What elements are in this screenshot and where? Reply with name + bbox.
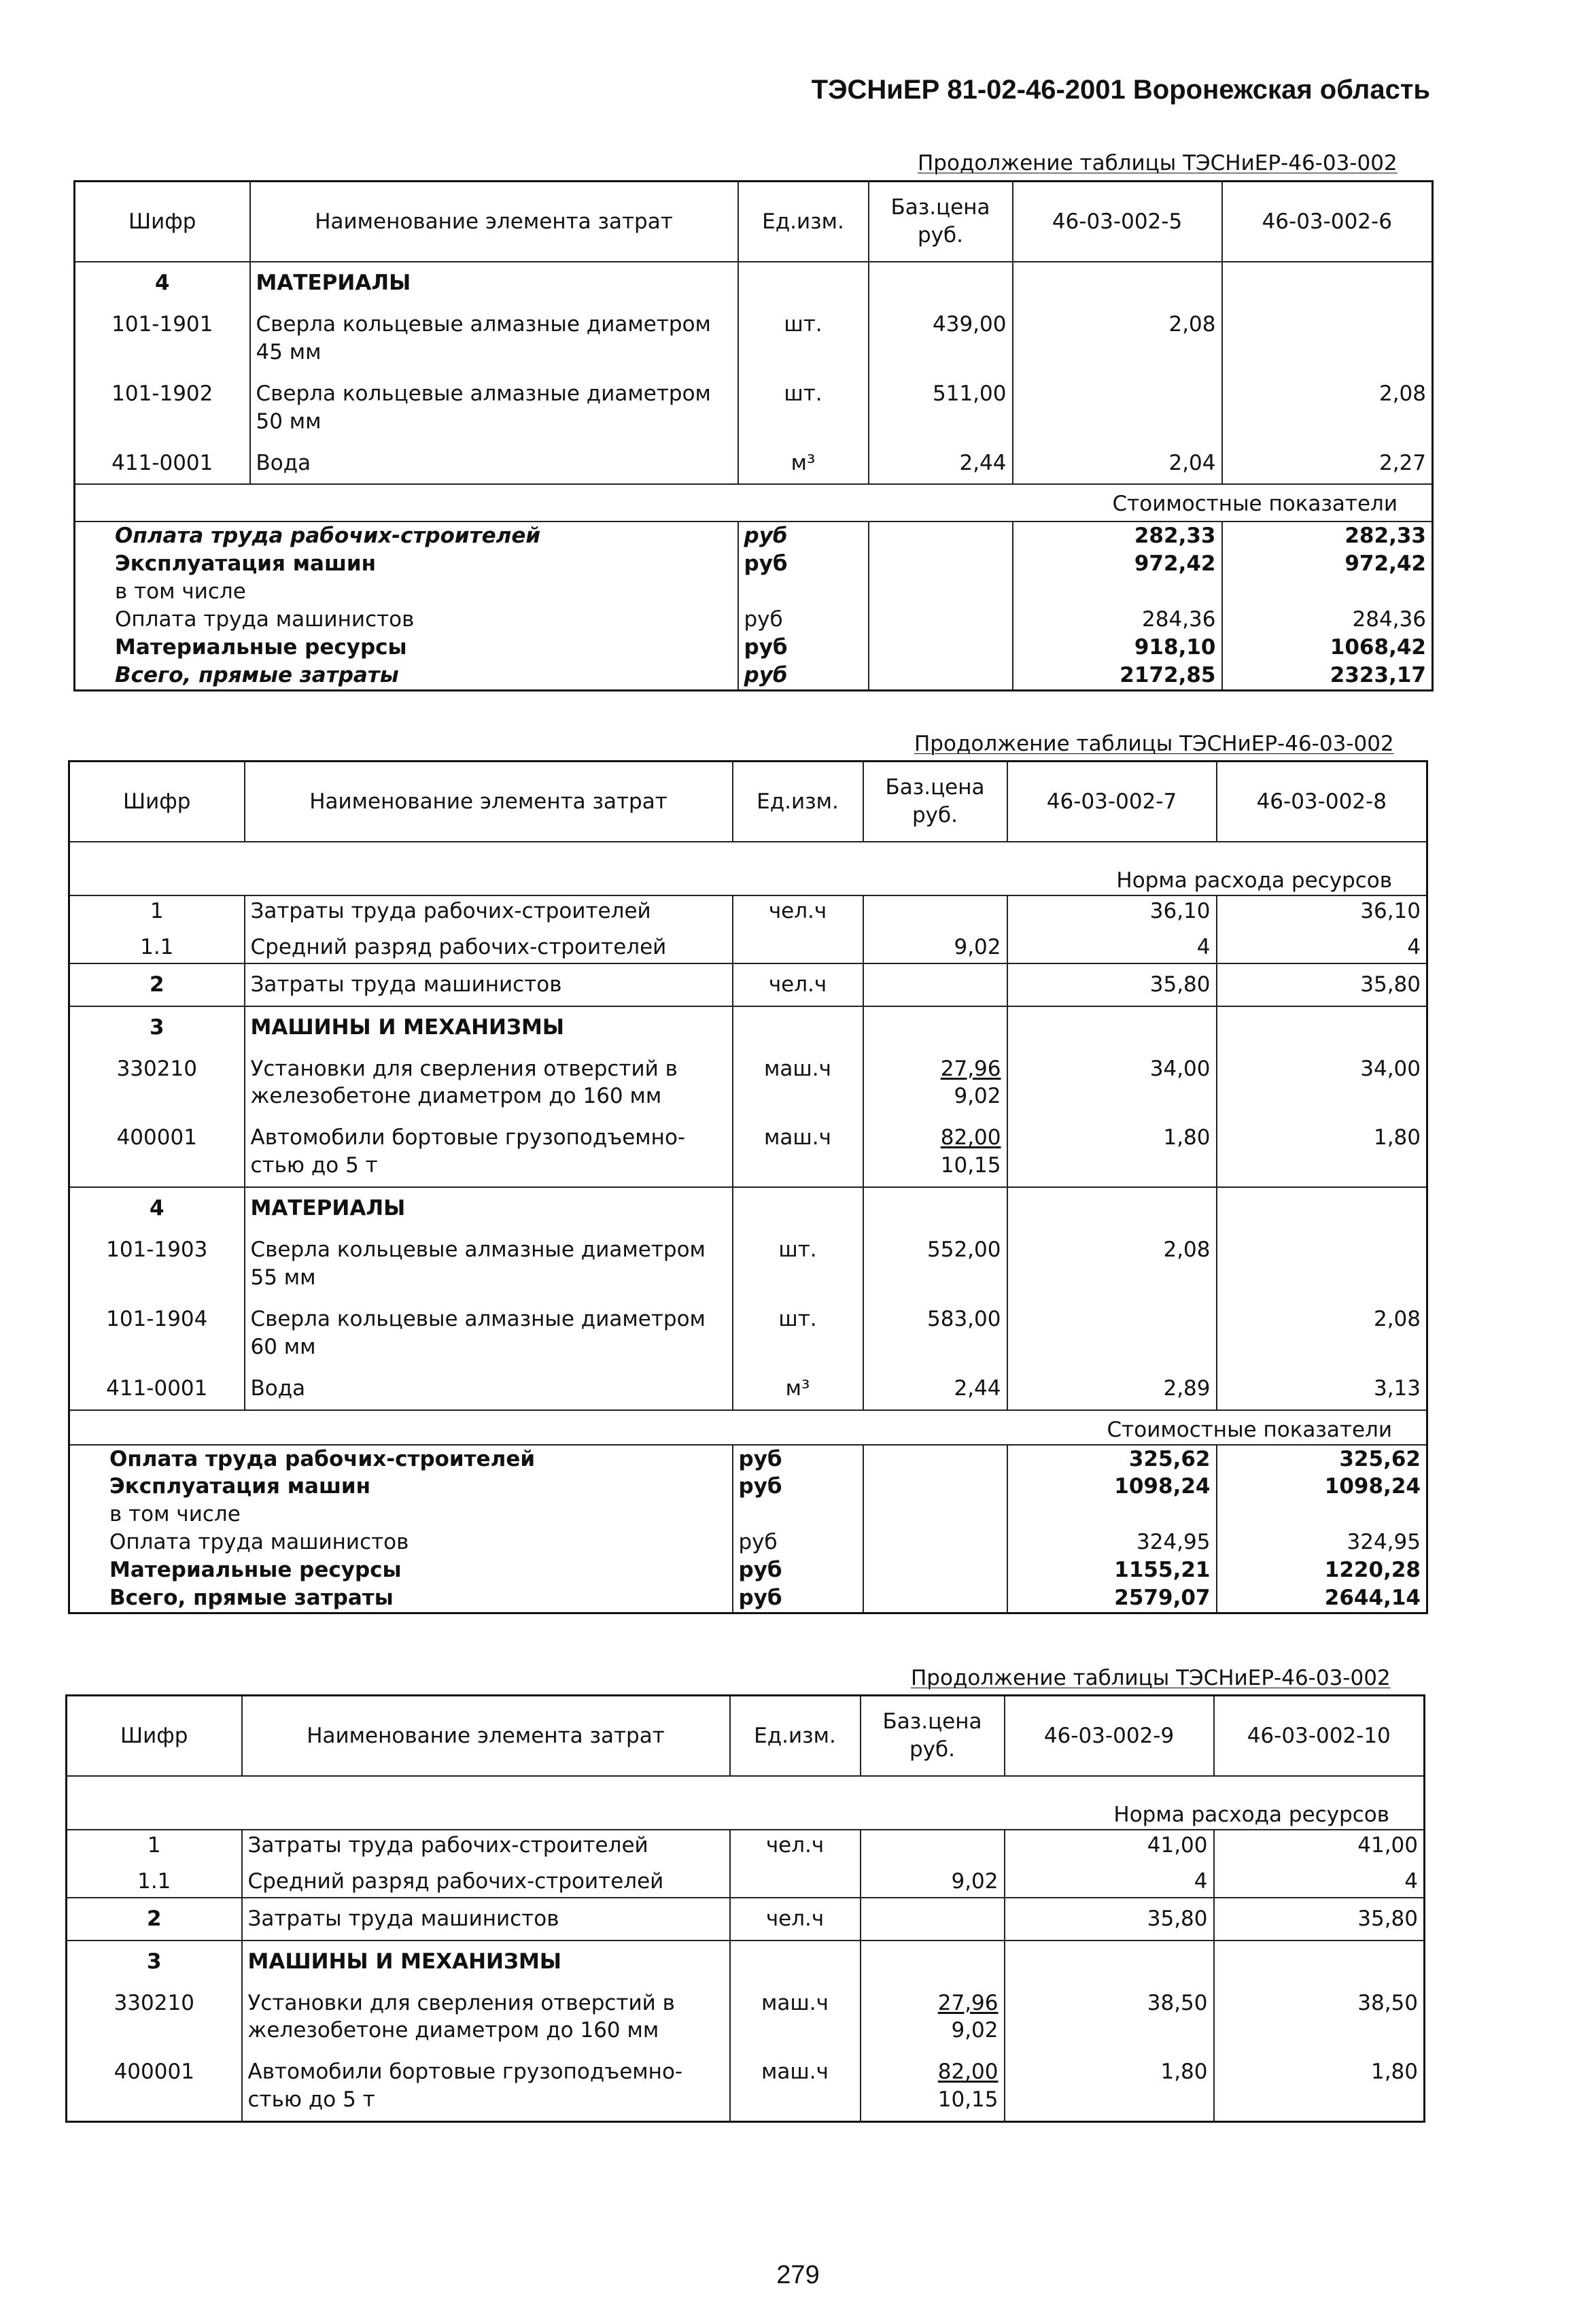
table-row: 101-1904 Сверла кольцевые алмазные диаметром 60 мм шт. 583,00 2,08 bbox=[69, 1299, 1427, 1368]
col-code1-header: 46-03-002-9 bbox=[1005, 1696, 1214, 1777]
table1-caption: Продолжение таблицы ТЭСНиЕР-46-03-002 bbox=[918, 151, 1398, 175]
section-row: 3 МАШИНЫ И МЕХАНИЗМЫ bbox=[69, 1006, 1427, 1048]
table-row: 400001 Автомобили бортовые грузоподъемно- стью до 5 т маш.ч 82,00 10,15 1,80 1,80 bbox=[67, 2051, 1425, 2121]
col-name-header: Наименование элемента затрат bbox=[250, 182, 738, 262]
totals-row: в том числе bbox=[69, 1501, 1427, 1528]
totals-row: Материальные ресурсы руб 918,10 1068,42 bbox=[75, 634, 1433, 662]
table2-caption: Продолжение таблицы ТЭСНиЕР-46-03-002 bbox=[914, 732, 1394, 756]
totals-row: Всего, прямые затраты руб 2172,85 2323,17 bbox=[75, 662, 1433, 690]
totals-row: Оплата труда рабочих-строителей руб 282,33 282,33 bbox=[75, 522, 1433, 550]
section-row: 4 МАТЕРИАЛЫ bbox=[75, 262, 1433, 304]
col-price-header: Баз.цена руб. bbox=[861, 1696, 1005, 1777]
col-name-header: Наименование элемента затрат bbox=[242, 1696, 730, 1777]
table-row: 330210 Установки для сверления отверстий в железобетоне диаметром до 160 мм маш.ч 27,96 9,02 34,00 34,00 bbox=[69, 1048, 1427, 1118]
table-row: 330210 Установки для сверления отверстий в железобетоне диаметром до 160 мм маш.ч 27,96 9,02 38,50 38,50 bbox=[67, 1983, 1425, 2052]
document-header: ТЭСНиЕР 81-02-46-2001 Воронежская область bbox=[811, 75, 1430, 105]
col-code2-header: 46-03-002-8 bbox=[1217, 762, 1427, 842]
col-code-header: Шифр bbox=[67, 1696, 242, 1777]
col-code-header: Шифр bbox=[69, 762, 245, 842]
col-price-header: Баз.цена руб. bbox=[863, 762, 1007, 842]
col-price-header: Баз.цена руб. bbox=[869, 182, 1013, 262]
section-row: 3 МАШИНЫ И МЕХАНИЗМЫ bbox=[67, 1941, 1425, 1983]
col-code1-header: 46-03-002-7 bbox=[1007, 762, 1217, 842]
totals-row: Материальные ресурсы руб 1155,21 1220,28 bbox=[69, 1556, 1427, 1584]
section-row: 4 МАТЕРИАЛЫ bbox=[69, 1187, 1427, 1229]
col-unit-header: Ед.изм. bbox=[733, 762, 863, 842]
table-row: 1.1 Средний разряд рабочих-строителей 9,02 4 4 bbox=[67, 1861, 1425, 1898]
col-unit-header: Ед.изм. bbox=[738, 182, 869, 262]
table1 bbox=[73, 180, 1432, 691]
page-number: 279 bbox=[776, 2261, 820, 2289]
cost-section-label: Стоимостные показатели bbox=[75, 484, 1433, 522]
totals-row: Оплата труда машинистов руб 284,36 284,36 bbox=[75, 606, 1433, 634]
table-row: 2 Затраты труда машинистов чел.ч 35,80 35,80 bbox=[69, 963, 1427, 1006]
totals-row: в том числе bbox=[75, 578, 1433, 606]
table-row: 1 Затраты труда рабочих-строителей чел.ч 41,00 41,00 bbox=[67, 1830, 1425, 1861]
table2 bbox=[68, 760, 1426, 1614]
table-row: 101-1903 Сверла кольцевые алмазные диаметром 55 мм шт. 552,00 2,08 bbox=[69, 1229, 1427, 1299]
col-code2-header: 46-03-002-10 bbox=[1214, 1696, 1425, 1777]
table-row: 101-1902 Сверла кольцевые алмазные диаметром 50 мм шт. 511,00 2,08 bbox=[75, 373, 1433, 443]
cost-section-label: Стоимостные показатели bbox=[69, 1410, 1427, 1445]
norm-section-label: Норма расхода ресурсов bbox=[1113, 1802, 1389, 1827]
totals-row: Всего, прямые затраты руб 2579,07 2644,14 bbox=[69, 1584, 1427, 1613]
table-row: 400001 Автомобили бортовые грузоподъемно- стью до 5 т маш.ч 82,00 10,15 1,80 1,80 bbox=[69, 1117, 1427, 1187]
col-code-header: Шифр bbox=[75, 182, 250, 262]
table3-caption: Продолжение таблицы ТЭСНиЕР-46-03-002 bbox=[911, 1666, 1391, 1690]
table-row: 411-0001 Вода м³ 2,44 2,89 3,13 bbox=[69, 1368, 1427, 1410]
table3 bbox=[65, 1694, 1423, 2123]
norm-section-label: Норма расхода ресурсов bbox=[1116, 868, 1392, 893]
col-code2-header: 46-03-002-6 bbox=[1222, 182, 1433, 262]
col-code1-header: 46-03-002-5 bbox=[1013, 182, 1222, 262]
totals-row: Оплата труда машинистов руб 324,95 324,95 bbox=[69, 1528, 1427, 1556]
table-row: 101-1901 Сверла кольцевые алмазные диаметром 45 мм шт. 439,00 2,08 bbox=[75, 304, 1433, 373]
col-unit-header: Ед.изм. bbox=[730, 1696, 861, 1777]
table-row: 1 Затраты труда рабочих-строителей чел.ч 36,10 36,10 bbox=[69, 895, 1427, 927]
table-row: 411-0001 Вода м³ 2,44 2,04 2,27 bbox=[75, 443, 1433, 485]
totals-row: Эксплуатация машин руб 972,42 972,42 bbox=[75, 550, 1433, 578]
col-name-header: Наименование элемента затрат bbox=[245, 762, 733, 842]
totals-row: Оплата труда рабочих-строителей руб 325,62 325,62 bbox=[69, 1445, 1427, 1473]
totals-row: Эксплуатация машин руб 1098,24 1098,24 bbox=[69, 1473, 1427, 1501]
table-row: 1.1 Средний разряд рабочих-строителей 9,02 4 4 bbox=[69, 927, 1427, 963]
table-row: 2 Затраты труда машинистов чел.ч 35,80 35,80 bbox=[67, 1898, 1425, 1941]
